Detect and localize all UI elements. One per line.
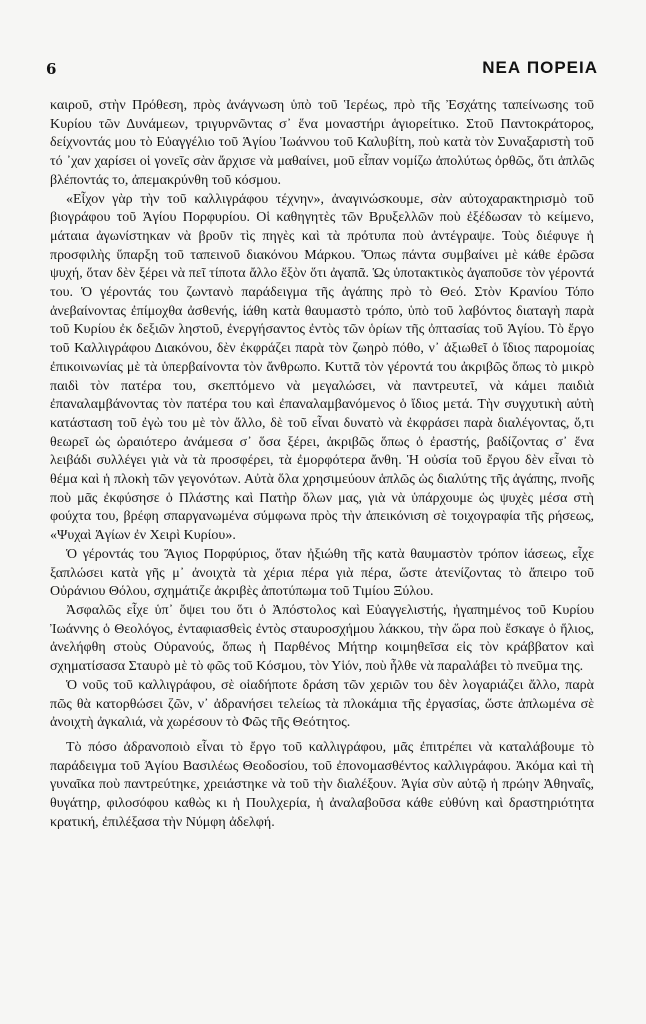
page-header [46, 58, 598, 80]
paragraph: καιροῦ, στὴν Πρόθεση, πρὸς ἀνάγνωση ὑπὸ τοῦ Ἱερέως, πρὸ τῆς Ἐσχάτης ταπείνωσης τοῦ Κυρίου τῶν Δυνάμεων, τριγυρνῶντας σ᾿ ἕνα μοναστήρι ἁγιορείτικο. Στοῦ Παντοκράτορος, δείχνοντάς μου τὸ Εὐαγγέλιο τοῦ Ἁγίου Ἰωάννου τοῦ Καλυβίτη, ποὺ κατὰ τὸν Συναξαριστὴ τοῦ τό ᾿χαν χαρίσει οἱ γονεῖς σὰν ἄρχισε νὰ μαθαίνει, μοῦ εἶπαν νομίζω ἀπολύτως ὀρθῶς, ὅτι ἁπλῶς βλέποντάς το, ἀπεμακρύνθη τοῦ κόσμου. [50, 98, 594, 188]
page-number: 6 [46, 60, 57, 78]
paragraph: Ὁ νοῦς τοῦ καλλιγράφου, σὲ οἱαδήποτε δράση τῶν χεριῶν του δὲν λογαριάζει ἄλλο, παρὰ πῶς θὰ κατορθώσει ζῶν, ν᾿ ἀδρανήσει τελείως τὰ πλοκάμια τῆς ἐργασίας, ὥστε ἁπλωμένα σὲ ἀνοιχτὴ ἀγκαλιά, νὰ χωρέσουν τὸ Φῶς τῆς Θεότητος. [50, 677, 594, 731]
running-title: ΝΕΑ ΠΟΡΕΙΑ [482, 58, 598, 77]
paragraph: «Εἶχον γὰρ τὴν τοῦ καλλιγράφου τέχνην», ἀναγινώσκουμε, σὰν αὐτοχαρακτηρισμὸ τοῦ βιογράφου τοῦ Ἁγίου Πορφυρίου. Οἱ καθηγητὲς τῶν Βρυξελλῶν ποὺ ἐξέδωσαν τὸ κείμενο, μάταια ἀγωνίστηκαν νὰ βροῦν τὶς πηγὲς καὶ τὰ πρότυπα ποὺ ἀντέγραψε. Τοὺς διέφυγε ἡ προσφιλὴς ὕπαρξη τοῦ ταπεινοῦ διακόνου Μάρκου. Ὅπως πάντα συμβαίνει μὲ κάθε ἐρῶσα ψυχή, ὅταν δὲν ξέρει νὰ πεῖ τίποτα ἄλλο ἔξὸν ὅτι ἀγαπᾶ. Ὡς ὑποτακτικὸς ἀγαποῦσε τὸν γέροντά του. Ὁ γέροντάς του ζωντανὸ παράδειγμα τῆς ἀγάπης πρὸ τὸ Θεό. Στὸν Κρανίου Τόπο ἀνεβαίνοντας ἐπίμοχθα ἀσθενής, ἰάθη κατὰ θαυμαστὸ τρόπο, ὑπὸ τοῦ λαβόντος διαταγὴ παρὰ τοῦ Κυρίου ἐκ δεξιῶν ληστοῦ, ἐνεργήσαντος ἐντὸς τῶν ὁρίων τῆς ὀπτασίας τοῦ Ἁγίου. Τὸ ἔργο τοῦ Καλλιγράφου Διακόνου, δὲν ἐκφράζει παρὰ τὸν ζωηρὸ πόθο, ν᾿ ἀξιωθεῖ ὁ ἴδιος παρομοίας ἐπικοινωνίας μὲ τὰ ὑπερβαίνοντα τὸν ἄνθρωπο. Κυττᾶ τὸν γέροντά του ἀκριβῶς ὅπως τὸ μικρὸ παιδὶ τὸν πατέρα του, σκεπτόμενο νὰ μεγαλώσει, νὰ παντρευτεῖ, νὰ κάμει παιδιὰ ἐπαναλαμβάνοντας τὸν πατέρα του καὶ ἐπαναλαμβανόμενος ὁ ἴδιος μετά. Τὴν συγχυτικὴ αὐτὴ κατάσταση τοῦ ἐγὼ του μὲ τὸν ἄλλο, δὲ τοῦ εἶναι δυνατὸ νὰ ἐκφράσει παρὰ διαλέγοντας, ὅ,τι θεωρεῖ ὡς ὡραιότερο ἀνάμεσα σ᾿ ὅσα ξέρει, ἀκριβῶς ὅπως ὁ ἐραστής, βαδίζοντας σ᾿ ἕνα λειβάδι συλλέγει γιὰ νὰ τὰ προσφέρει, τὰ ἐμορφότερα ἄνθη. Ἡ οὐσία τοῦ ἔργου δὲν εἶναι τὸ θέμα καὶ ἡ πλοκὴ τῶν γεγονότων. Αὐτὰ ὅλα χρησιμεύουν ἁπλῶς ὡς διαλύτης τῆς ἀγάπης, πνοῆς ποὺ μᾶς ἐκφύσησε ὁ Πλάστης καὶ Πατὴρ ὅλων μας, γιὰ νὰ ὑπάρχουμε ὡς ψυχὲς μέσα στὴ φούχτα του, βρέφη σπαργανωμένα σύμφωνα πρὸς τὴν ἀπεικόνιση σὲ τοιχογραφία τῆς ρήσεως, «Ψυχαὶ Ἁγίων ἐν Χειρὶ Κυρίου». [50, 191, 594, 544]
paragraph: Τὸ πόσο ἀδρανοποιὸ εἶναι τὸ ἔργο τοῦ καλλιγράφου, μᾶς ἐπιτρέπει νὰ καταλάβουμε τὸ παράδειγμα τοῦ Ἁγίου Βασιλέως Θεοδοσίου, τοῦ ἐπονομασθέντος καλλιγράφου. Ἀκόμα καὶ τὴ γυναῖκα ποὺ παντρεύτηκε, χρειάστηκε νὰ τοῦ τὴν διαλέξουν. Ἁγία σὺν αὐτῷ ἡ πρώην Ἀθηναΐς, θυγάτηρ, φιλοσόφου καθὼς κι ἡ Πουλχερία, ἡ ἀναλαβοῦσα κάθε εὐθύνη καὶ δραστηριότητα κρατική, ἐπιλέξασα τὴν Νύμφη ἀδελφή. [50, 739, 594, 830]
paragraph: Ὁ γέροντάς του Ἅγιος Πορφύριος, ὅταν ἠξιώθη τῆς κατὰ θαυμαστὸν τρόπον ἰάσεως, εἶχε ξαπλώσει κατὰ γῆς μ᾿ ἀνοιχτὰ τὰ χέρια πέρα γιὰ πέρα, ὥστε ἀτενίζοντας τὸ ἄπειρο τοῦ Οὐράνιου Θόλου, σχημάτιζε ἀκριβὲς ἀποτύπωμα τοῦ Τιμίου Ξύλου. [50, 546, 594, 600]
paragraph: Ἀσφαλῶς εἶχε ὑπ᾿ ὄψει του ὅτι ὁ Ἀπόστολος καὶ Εὐαγγελιστής, ἠγαπημένος τοῦ Κυρίου Ἰωάννης ὁ Θεολόγος, ἐνταφιασθεὶς ἐντὸς σταυροσχήμου λάκκου, τὴν ὥρα ποὺ ἔσκαγε ὁ ἥλιος, ἀνελήφθη στοὺς Οὐρανούς, ὅπως ἡ Παρθένος Μήτηρ κοιμηθεῖσα εἰς τὸν κράββατον καὶ σχηματίσασα Σταυρὸ μὲ τὸ φῶς τοῦ Κόσμου, τὸν Υἱόν, ποὺ ἦλθε νὰ παραλάβει τὸ πνεῦμα της. [50, 602, 594, 675]
body-text [50, 97, 594, 832]
